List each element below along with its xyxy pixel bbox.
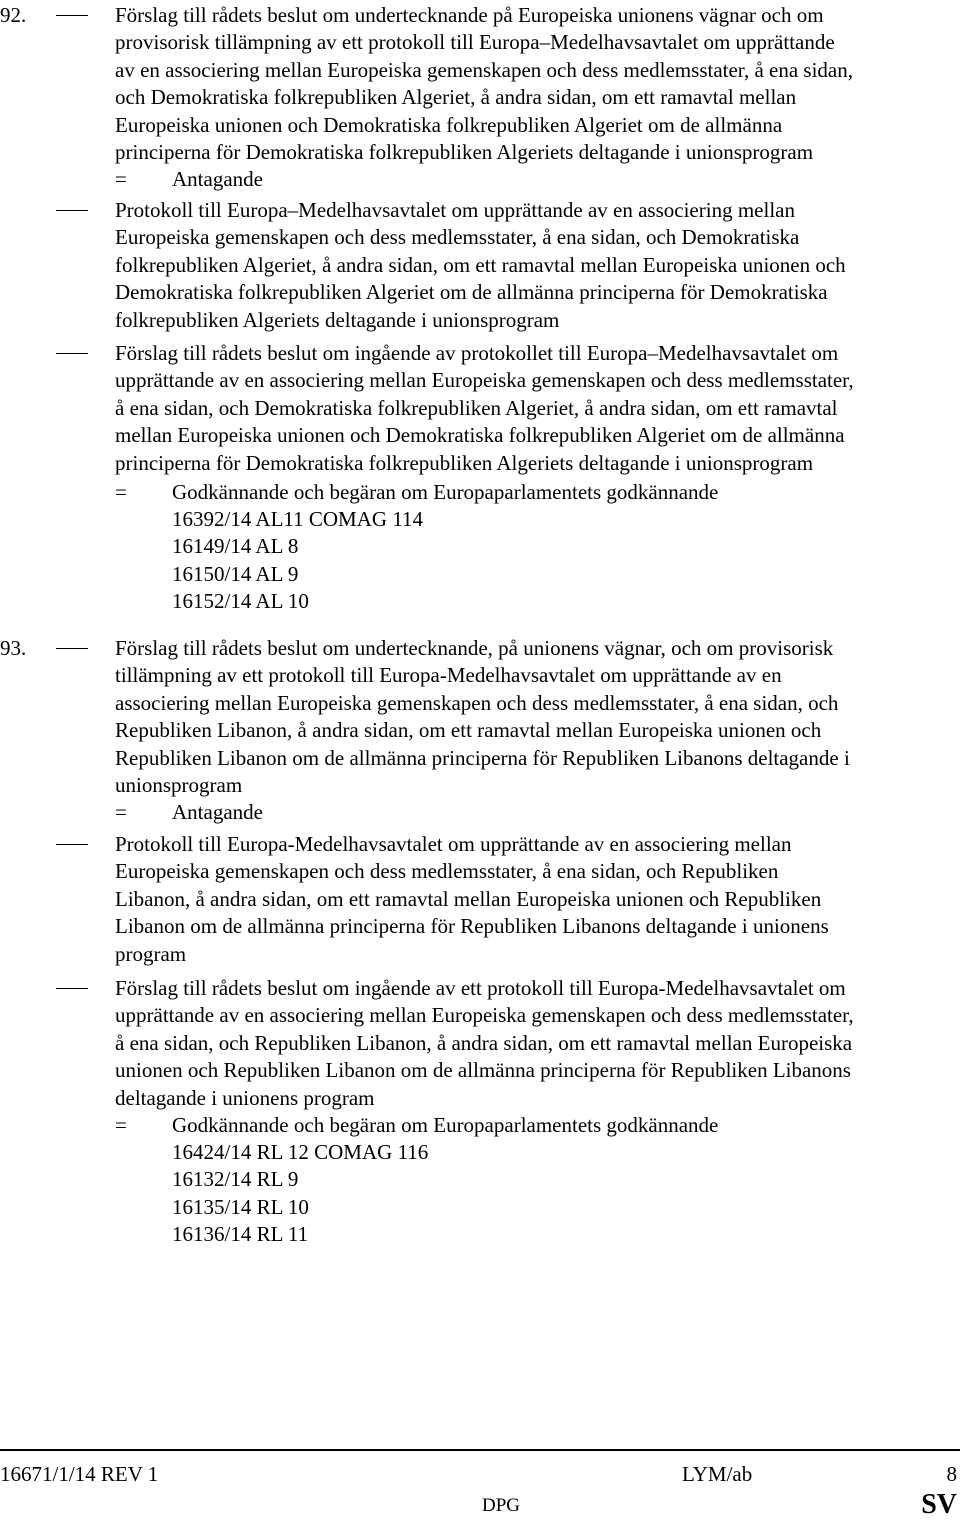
dash-marker <box>56 353 88 354</box>
item-number: 92. <box>0 3 27 27</box>
decision-line <box>115 166 263 193</box>
dash-marker <box>56 15 88 16</box>
author-initials: LYM/ab <box>682 1462 753 1486</box>
approval-text: Godkännande och begäran om Europaparlamentets godkännande <box>172 480 719 504</box>
reference: 16424/14 RL 12 COMAG 116 <box>172 1140 429 1164</box>
approval-text: Godkännande och begäran om Europaparlamentets godkännande <box>172 1113 719 1137</box>
document-reference: 16671/1/14 REV 1 <box>0 1462 159 1486</box>
reference: 16152/14 AL 10 <box>172 589 309 614</box>
item-number: 93. <box>0 636 27 660</box>
directorate-code: DPG <box>482 1495 521 1516</box>
equals-sign: = <box>115 1113 127 1137</box>
footer-rule <box>0 1449 960 1451</box>
sub-item-protocol: Protokoll till Europa-Medelhavsavtalet om upprättande av en associering mellan Europeiska gemenskapen och dess medlemsstater, å ena sidan, och Republiken Libanon, å andra sidan, om ett ramavtal mellan Europeiska unionen och Republiken Libanon om de allmänna principerna för Republiken Libanons deltagande i unionens program <box>115 832 829 966</box>
equals-sign: = <box>115 800 127 824</box>
sub-item-protocol: Protokoll till Europa–Medelhavsavtalet om upprättande av en associering mellan Europeiska gemenskapen och dess medlemsstater, å ena sidan, och Demokratiska folkrepubliken Algeriet, å andra sidan, om ett ramavtal mellan Europeiska unionen och Demokratiska folkrepubliken Algeriet om de allmänna principerna för Demokratiska folkrepubliken Algeriets deltagande i unionsprogram <box>115 198 846 332</box>
reference: 16135/14 RL 10 <box>172 1194 309 1219</box>
dash-marker <box>56 988 88 989</box>
equals-sign: = <box>115 480 127 504</box>
approval-line <box>115 1112 718 1139</box>
item-title: Förslag till rådets beslut om undertecknande, på unionens vägnar, och om provisorisk tillämpning av ett protokoll till Europa-Medelhavsavtalet om upprättande av en associering mellan Europeiska gemenskapen och dess medlemsstater, å ena sidan, och Republiken Libanon, å andra sidan, om ett ramavtal mellan Europeiska unionen och Republiken Libanon om de allmänna principerna för Republiken Libanons deltagande i unionsprogram <box>115 636 850 798</box>
reference: 16136/14 RL 11 <box>172 1222 309 1247</box>
decision-text: Antagande <box>172 800 263 824</box>
approval-line <box>115 479 718 506</box>
reference: 16150/14 AL 9 <box>172 561 299 586</box>
document-references <box>172 506 423 616</box>
reference: 16132/14 RL 9 <box>172 1167 299 1192</box>
dash-marker <box>56 210 88 211</box>
sub-item-proposal: Förslag till rådets beslut om ingående av protokollet till Europa–Medelhavsavtalet om upprättande av en associering mellan Europeiska gemenskapen och dess medlemsstater, å ena sidan, och Demokratiska folkrepubliken Algeriet, å andra sidan, om ett ramavtal mellan Europeiska unionen och Demokratiska folkrepubliken Algeriet om de allmänna principerna för Demokratiska folkrepubliken Algeriets deltagande i unionsprogram <box>115 341 854 475</box>
decision-text: Antagande <box>172 167 263 191</box>
reference: 16149/14 AL 8 <box>172 534 299 559</box>
dash-marker <box>56 648 88 649</box>
equals-sign: = <box>115 167 127 191</box>
page-number: 8 <box>946 1462 957 1486</box>
language-code: SV <box>921 1489 957 1520</box>
reference: 16392/14 AL11 COMAG 114 <box>172 507 424 531</box>
item-title: Förslag till rådets beslut om undertecknande på Europeiska unionens vägnar och om provisorisk tillämpning av ett protokoll till Europa–Medelhavsavtalet om upprättande av en associering mellan Europeiska gemenskapen och dess medlemsstater, å ena sidan, och Demokratiska folkrepubliken Algeriet, å andra sidan, om ett ramavtal mellan Europeiska unionen och Demokratiska folkrepubliken Algeriet om de allmänna principerna för Demokratiska folkrepubliken Algeriets deltagande i unionsprogram <box>115 3 853 165</box>
decision-line <box>115 799 263 826</box>
sub-item-proposal: Förslag till rådets beslut om ingående av ett protokoll till Europa-Medelhavsavtalet om upprättande av en associering mellan Europeiska gemenskapen och dess medlemsstater, å ena sidan, och Republiken Libanon, å andra sidan, om ett ramavtal mellan Europeiska unionen och Republiken Libanon om de allmänna principerna för Republiken Libanons deltagande i unionens program <box>115 976 854 1110</box>
dash-marker <box>56 844 88 845</box>
document-references <box>172 1139 428 1249</box>
